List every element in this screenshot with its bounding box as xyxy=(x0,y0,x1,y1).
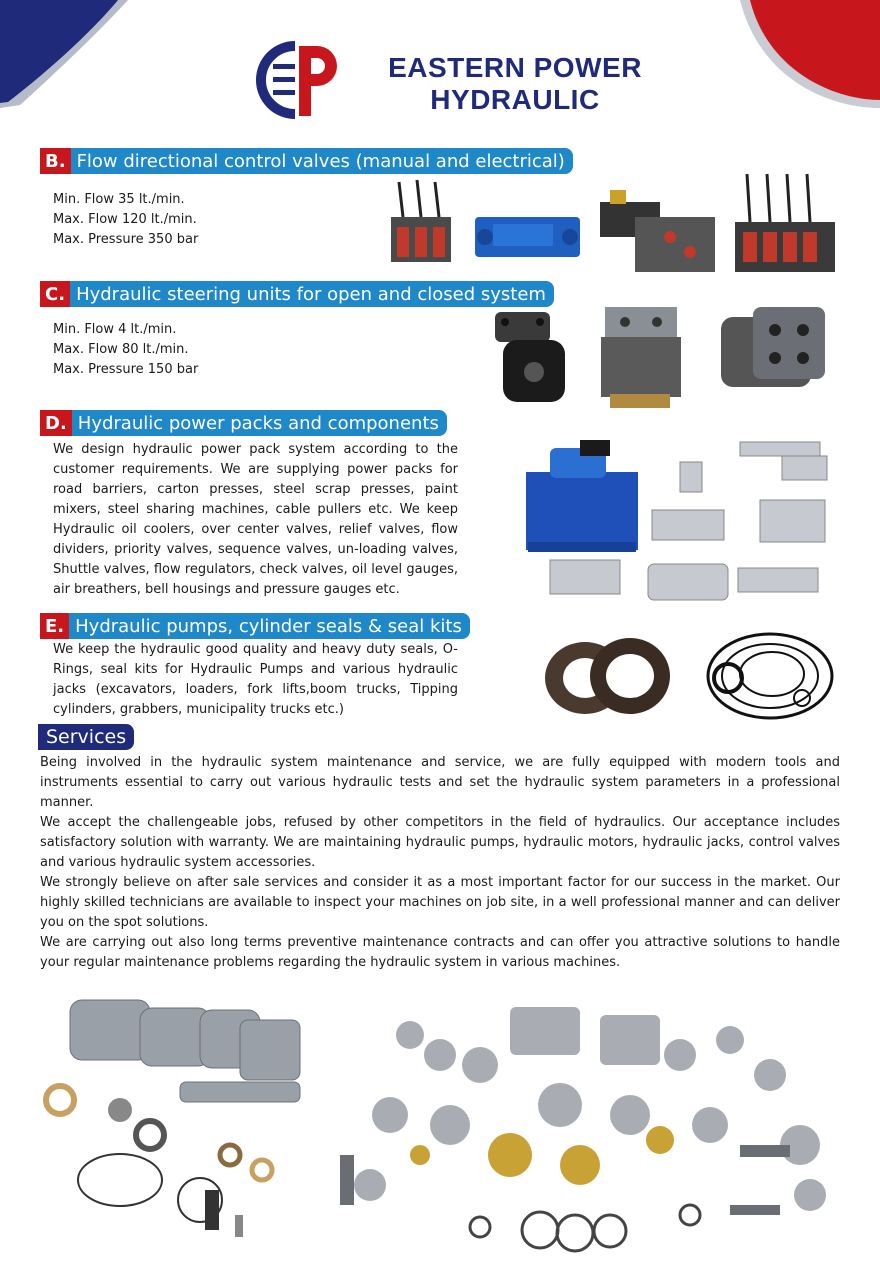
services-description xyxy=(40,753,840,973)
section-letter: B. xyxy=(40,148,71,174)
section-letter: D. xyxy=(40,410,72,436)
services-paragraph: We strongly believe on after sale services and consider it as a most important factor for our success in the market. Our highly skilled technicians are available to inspect your machines on job site, in a well professional manner and can deliver you on the spot solutions. xyxy=(40,875,840,930)
spec-line: Min. Flow 35 lt./min. xyxy=(53,192,185,207)
section-title: Hydraulic steering units for open and closed system xyxy=(70,281,554,307)
company-name-line1: EASTERN POWER xyxy=(388,52,642,83)
section-d-description: We design hydraulic power pack system according to the customer requirements. We are supplying power packs for road barriers, carton presses, steel scrap presses, paint mixers, steel sharing machines, cable pullers etc. We keep Hydraulic oil coolers, over center valves, relief valves, flow dividers, priority valves, sequence valves, un-loading valves, Shuttle valves, flow regulators, check valves, oil level gauges, air breathers, bell housings and pressure gauges etc. xyxy=(53,442,458,597)
section-c-heading xyxy=(40,281,554,307)
section-letter: E. xyxy=(40,613,69,639)
spec-line: Max. Flow 120 lt./min. xyxy=(53,212,197,227)
power-packs-image xyxy=(520,432,845,610)
spec-line: Max. Pressure 150 bar xyxy=(53,362,199,377)
section-c-specs xyxy=(53,320,198,380)
section-e-description: We keep the hydraulic good quality and heavy duty seals, O-Rings, seal kits for Hydraulic Pumps and various hydraulic jacks (excavators, loaders, fork lifts,boom trucks, Tipping cylinders, grabbers, municipality trucks etc.) xyxy=(53,642,458,717)
seals-image xyxy=(540,628,840,723)
company-name-line2: HYDRAULIC xyxy=(430,84,600,115)
section-letter: C. xyxy=(40,281,70,307)
hydraulic-spare-parts-image xyxy=(330,995,845,1260)
company-name xyxy=(370,52,660,116)
spec-line: Min. Flow 4 lt./min. xyxy=(53,322,177,337)
spec-line: Max. Pressure 350 bar xyxy=(53,232,199,247)
section-e-heading xyxy=(40,613,470,639)
brand-header xyxy=(255,40,655,120)
company-logo xyxy=(255,40,350,120)
section-title: Hydraulic pumps, cylinder seals & seal kits xyxy=(69,613,470,639)
services-paragraph: We are carrying out also long terms preventive maintenance contracts and can offer you attractive solutions to handle your regular maintenance problems regarding the hydraulic system in various machines. xyxy=(40,935,840,970)
section-d-heading xyxy=(40,410,447,436)
section-title: Hydraulic power packs and components xyxy=(72,410,447,436)
steering-units-image xyxy=(485,302,835,414)
services-paragraph: Being involved in the hydraulic system maintenance and service, we are fully equipped with modern tools and instruments essential to carry out various hydraulic tests and set the hydraulic system parameters in a professional manner. xyxy=(40,755,840,810)
corner-decoration-right xyxy=(720,0,880,115)
section-b-specs xyxy=(53,190,198,250)
section-title: Flow directional control valves (manual and electrical) xyxy=(71,148,573,174)
corner-decoration-left xyxy=(0,0,140,115)
pump-parts-image xyxy=(30,990,330,1250)
services-paragraph: We accept the challengeable jobs, refused by other competitors in the field of hydraulics. Our acceptance includes satisfactory solution with warranty. We are maintaining hydraulic pumps, hydraulic motors, hydraulic jacks, control valves and various hydraulic system accessories. xyxy=(40,815,840,870)
spec-line: Max. Flow 80 lt./min. xyxy=(53,342,189,357)
services-heading: Services xyxy=(38,724,134,750)
section-b-heading xyxy=(40,148,573,174)
control-valves-image xyxy=(385,172,845,282)
